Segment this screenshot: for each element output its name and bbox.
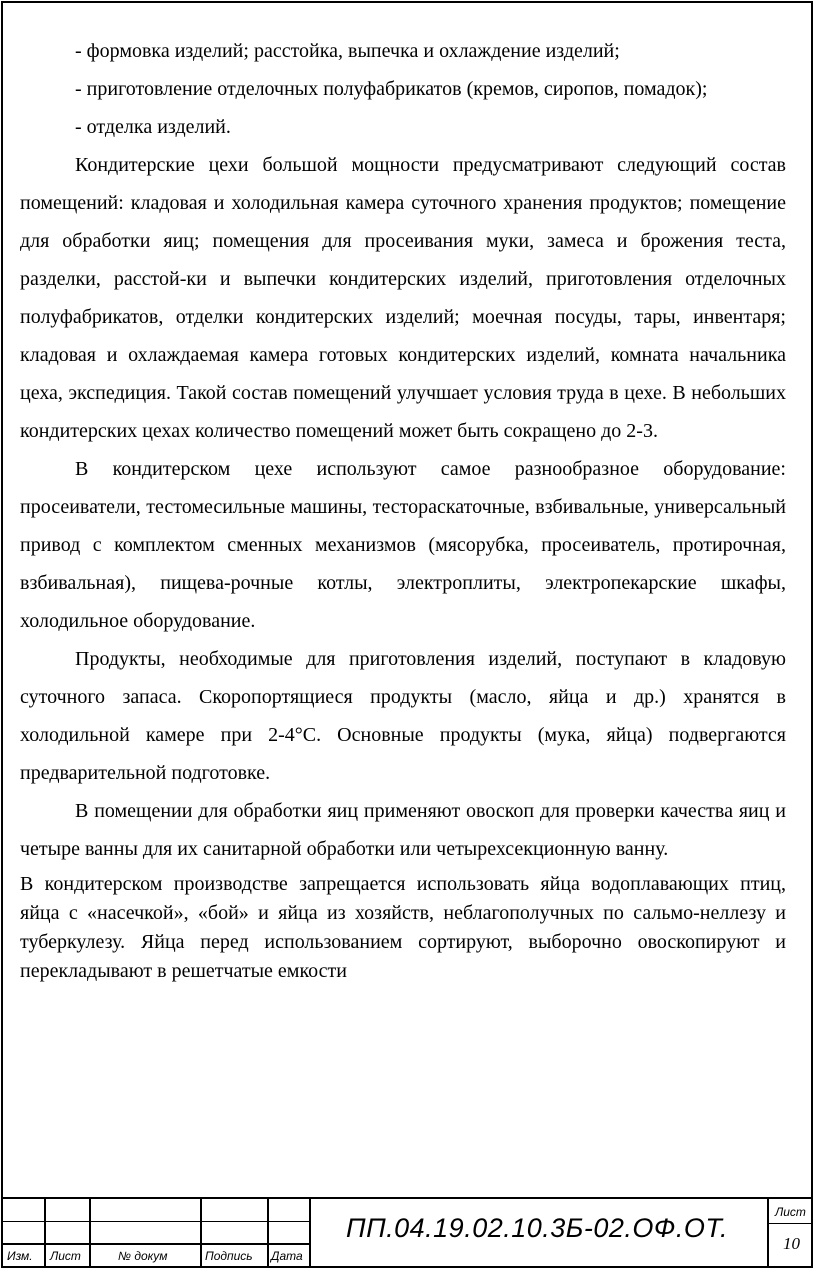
stamp-row-line [1, 1221, 309, 1222]
paragraph: В кондитерском цехе используют самое разнообразное оборудование: просеиватели, тестомесильные машины, тестораскаточные, взбивальные, универсальный привод с комплектом сменных механизмов (мясорубка, просеиватель, протирочная, взбивальная), пищева-рочные котлы, электроплиты, электропекарские шкафы, холодильное оборудование. [20, 458, 786, 632]
stamp-divider [309, 1199, 311, 1268]
stamp-divider [89, 1199, 91, 1268]
page-number: 10 [783, 1234, 800, 1253]
stamp-row-line [1, 1243, 309, 1245]
document-body [20, 32, 786, 986]
paragraph: В помещении для обработки яиц применяют овоскоп для проверки качества яиц и четыре ванны для их санитарной обработки или четырехсекционную ванну. [20, 800, 786, 860]
list-label: Лист [50, 1249, 81, 1263]
list-item: - приготовление отделочных полуфабрикатов (кремов, сиропов, помадок); [75, 78, 708, 100]
document-code: ПП.04.19.02.10.3Б-02.ОФ.ОТ. [346, 1213, 728, 1243]
paragraph: Кондитерские цехи большой мощности предусматривают следующий состав помещений: кладовая и холодильная камера суточного хранения продуктов; помещение для обработки яиц; помещения для просеивания муки, замеса и брожения теста, разделки, расстой-ки и выпечки кондитерских изделий, приготовления отделочных полуфабрикатов, отделки кондитерских изделий; моечная посуды, тары, инвентаря; кладовая и охлаждаемая камера готовых кондитерских изделий, комната начальника цеха, экспедиция. Такой состав помещений улучшает условия труда в цехе. В небольших кондитерских цехах количество помещений может быть сокращено до 2-3. [20, 154, 786, 442]
list-item: - формовка изделий; расстойка, выпечка и охлаждение изделий; [75, 40, 620, 62]
stamp-divider [44, 1199, 46, 1268]
data-label: Дата [271, 1249, 303, 1263]
paragraph: Продукты, необходимые для приготовления изделий, поступают в кладовую суточного запаса. Скоропортящиеся продукты (масло, яйца и др.) хранятся в холодильной камере при 2-4°С. Основные продукты (мука, яйца) подвергаются предварительной подготовке. [20, 648, 786, 784]
stamp-divider [200, 1199, 202, 1268]
list-item: - отделка изделий. [75, 116, 231, 138]
paragraph-final: В кондитерском производстве запрещается использовать яйца водоплавающих птиц, яйца с «насечкой», «бой» и яйца из хозяйств, неблагополучных по сальмо-неллезу и туберкулезу. Яйца перед использованием сортируют, выборочно овоскопируют и перекладывают в решетчатые емкости [20, 873, 786, 982]
izm-label: Изм. [7, 1249, 33, 1263]
podpis-label: Подпись [205, 1249, 253, 1263]
stamp-divider [267, 1199, 269, 1268]
title-block-stamp [1, 1197, 813, 1270]
stamp-divider [767, 1199, 769, 1268]
sheet-label: Лист [775, 1205, 806, 1219]
dokum-label: № докум [118, 1249, 168, 1263]
stamp-row-line [767, 1223, 813, 1224]
